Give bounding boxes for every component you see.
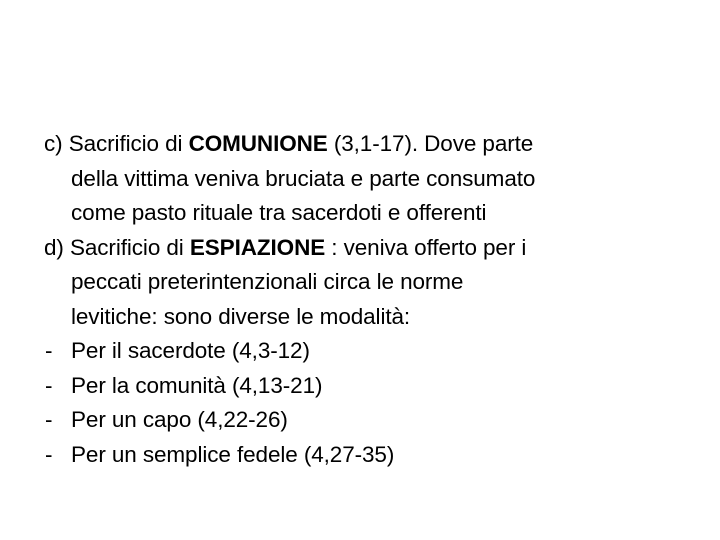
paragraph-comunione — [44, 127, 684, 231]
dash-marker: - — [45, 372, 53, 398]
comunione-line3: come pasto rituale tra sacerdoti e offerenti — [71, 200, 487, 225]
dash-marker: - — [45, 407, 53, 432]
slide-body — [44, 127, 684, 472]
list-item-sacerdote — [44, 334, 684, 369]
comunione-line2: della vittima veniva bruciata e parte consumato — [71, 165, 536, 191]
dash-marker: - — [45, 441, 53, 467]
comunione-prefix: c) Sacrificio di — [44, 131, 189, 156]
list-item-fedele — [44, 438, 684, 473]
paragraph-espiazione — [44, 231, 684, 335]
espiazione-line1-rest: : veniva offerto per i — [325, 234, 527, 260]
comunione-line1-rest: (3,1-17). Dove parte — [327, 131, 534, 156]
list-item-text: Per il sacerdote (4,3-12) — [71, 338, 310, 363]
list-item-text: Per un semplice fedele (4,27-35) — [71, 441, 395, 467]
espiazione-line2: peccati preterintenzionali circa le norme — [71, 269, 464, 294]
espiazione-prefix: d) Sacrificio di — [44, 234, 190, 260]
comunione-term: COMUNIONE — [188, 131, 328, 156]
espiazione-line3: levitiche: sono diverse le modalità: — [71, 303, 411, 329]
list-item-comunita — [44, 369, 684, 404]
list-item-text: Per un capo (4,22-26) — [71, 407, 288, 432]
list-item-capo — [44, 403, 684, 438]
espiazione-term: ESPIAZIONE — [189, 234, 326, 260]
dash-marker: - — [45, 338, 53, 363]
list-item-text: Per la comunità (4,13-21) — [71, 372, 323, 398]
